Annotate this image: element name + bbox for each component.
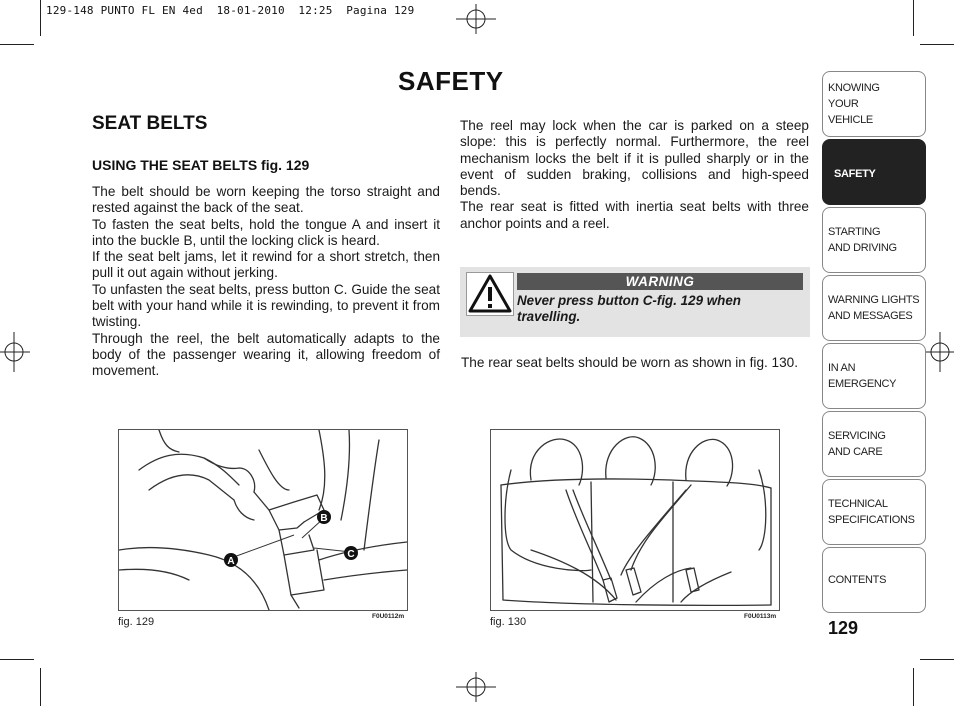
registration-mark-icon: [456, 4, 496, 34]
crop-mark: [913, 0, 914, 36]
warning-label: WARNING: [517, 273, 803, 290]
paragraph: Through the reel, the belt automatically adapts to the body of the passenger wearing it, allowing freedom of movement.: [92, 330, 440, 379]
paragraph: To fasten the seat belts, hold the tongue A and insert it into the buckle B, until the locking click is heard.: [92, 216, 440, 248]
figure-129-caption: fig. 129: [118, 616, 155, 628]
figure-130-code: F0U0113m: [744, 613, 777, 620]
section-subtitle: [92, 157, 309, 173]
crop-mark: [0, 659, 34, 660]
tab-contents[interactable]: CONTENTS: [822, 547, 926, 613]
tab-safety[interactable]: SAFETY: [822, 139, 926, 205]
figure-129-image: [118, 429, 408, 611]
figure-130-caption: fig. 130: [490, 616, 527, 628]
paragraph: To unfasten the seat belts, press button C. Guide the seat belt with your hand while it is rewinding, to prevent it from twisting.: [92, 281, 440, 330]
registration-mark-icon: [924, 332, 954, 372]
label-a: A: [227, 556, 235, 567]
crop-mark: [920, 44, 954, 45]
tab-starting-and-driving[interactable]: STARTING AND DRIVING: [822, 207, 926, 273]
registration-mark-icon: [456, 672, 496, 702]
crop-mark: [913, 668, 914, 706]
print-header: 129-148 PUNTO FL EN 4ed 18-01-2010 12:25 Pagina 129: [46, 4, 415, 17]
warning-box: [460, 267, 810, 337]
crop-mark: [40, 0, 41, 36]
tab-technical-specifications[interactable]: TECHNICAL SPECIFICATIONS: [822, 479, 926, 545]
tab-warning-lights-and-messages[interactable]: WARNING LIGHTS AND MESSAGES: [822, 275, 926, 341]
crop-mark: [40, 668, 41, 706]
warning-triangle-icon: [466, 272, 514, 316]
rear-seat-note: The rear seat belts should be worn as shown in fig. 130.: [461, 355, 799, 370]
label-c: C: [347, 549, 355, 560]
figure-129-code: F0U0112m: [372, 613, 405, 620]
subtitle-text: USING THE SEAT BELTS: [92, 157, 258, 173]
figure-130-image: [490, 429, 780, 611]
paragraph: The reel may lock when the car is parked on a steep slope: this is perfectly normal. Furthermore, the reel mechanism locks the belt if it is pulled sharply or in the event of sudden braking, collisions and high-speed bends.: [460, 118, 809, 199]
page-title: SAFETY: [398, 66, 504, 96]
warning-text: Never press button C-fig. 129 when travelling.: [517, 293, 741, 324]
registration-mark-icon: [0, 332, 30, 372]
tab-servicing-and-care[interactable]: SERVICING AND CARE: [822, 411, 926, 477]
tab-knowing-your-vehicle[interactable]: KNOWING YOUR VEHICLE: [822, 71, 926, 137]
paragraph: The belt should be worn keeping the torso straight and rested against the back of the seat.: [92, 184, 440, 216]
paragraph: If the seat belt jams, let it rewind for a short stretch, then pull it out again without jerking.: [92, 249, 440, 281]
label-b: B: [320, 513, 328, 524]
crop-mark: [920, 659, 954, 660]
paragraph: The rear seat is fitted with inertia seat belts with three anchor points and a reel.: [460, 199, 809, 231]
crop-mark: [0, 44, 34, 45]
tab-in-an-emergency[interactable]: IN AN EMERGENCY: [822, 343, 926, 409]
section-title: SEAT BELTS: [92, 113, 208, 134]
page-number: 129: [828, 618, 859, 638]
left-column-text: [92, 184, 440, 380]
subtitle-fig-ref: fig. 129: [261, 157, 310, 173]
right-column-text: [460, 118, 809, 232]
callout-labels: [224, 510, 358, 567]
